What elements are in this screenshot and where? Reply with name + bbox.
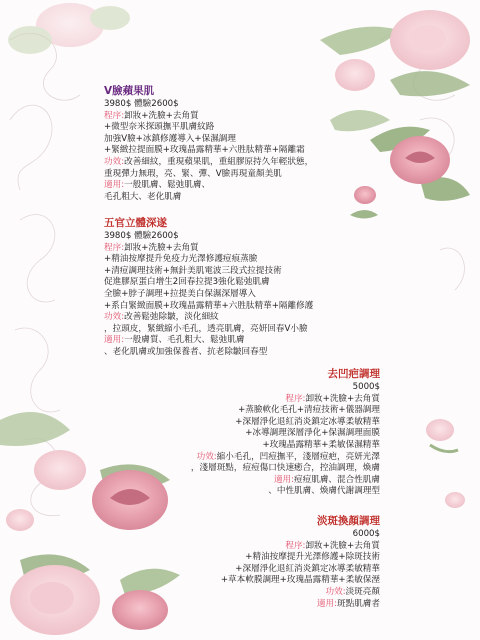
section-facial-contour [104,216,313,359]
process-line: 卸妝+洗臉+去角質 [124,110,199,121]
process-line: +系白緊緻面膜+玫瑰晶露精華+六胜肽精華+隔離修護 [104,300,314,311]
process-label: 程序: [285,540,306,551]
process-line: +緊緻拉提面膜+玫瑰晶露精華+六胜肽精華+隔離霜 [104,145,305,156]
effect-text: 改善鬆弛除皺，淡化細紋 [124,312,219,323]
suitable-label: 適用: [273,474,295,485]
effect-label: 功效: [104,312,125,323]
effect-text: 淡斑亮顏 [345,586,380,597]
section-price: 5000$ [352,382,380,392]
effect-label: 功效: [325,586,346,597]
suitable-text: 一般膚質、毛孔粗大、鬆弛肌膚 [124,335,245,346]
process-line: 卸妝+洗臉+去角質 [305,393,380,404]
section-spot-lightening [221,514,380,610]
process-line: 卸妝+洗臉+去角質 [305,540,380,551]
effect-text-cont: ，拉頭皮，緊緻縮小毛孔，透亮肌膚，亮妍回春V小臉 [104,323,308,334]
process-label: 程序: [104,242,125,253]
effect-text-cont: ，淺層斑點，痘痘傷口快速癒合，控油調理，煥膚 [190,463,380,474]
section-scar-treatment [191,367,380,498]
section-title: 五官立體深遂 [104,217,167,229]
effect-label: 功效: [196,451,217,462]
process-line: +蒸臉軟化毛孔+清痘技術+儀器調理 [238,405,380,416]
suitable-label: 適用: [104,335,125,346]
suitable-text-cont: 毛孔粗大、老化肌膚 [104,191,182,202]
process-line: 全臉+脖子調理+拉提美白保濕深層導入 [104,288,256,299]
process-line: 促進膠原蛋白增生2回春拉提3強化鬆弛肌膚 [104,277,270,288]
effect-text: 縮小毛孔，凹痘撫平，淺層痘疤，亮妍光澤 [216,451,380,462]
section-v-face [104,84,313,203]
process-line: +精油按摩提升免疫力光澤修護痘痕蒸臉 [104,254,258,265]
process-line: +微型奈米探頭撫平肌膚紋路 [104,122,215,133]
process-line: +清痘調理技術+無針美肌電波三段式拉提技術 [104,265,282,276]
suitable-label: 適用: [316,598,338,609]
section-price: 3980$ 體驗2600$ [104,99,179,109]
process-line: 卸妝+洗臉+去角質 [124,242,199,253]
effect-text: 改善細紋，重現蘋果肌，重組膠原持久年輕狀態， [124,156,314,167]
section-title: 去凹疤調理 [327,368,380,380]
process-line: +深層淨化退紅消炎鎮定冰導柔敏精華 [235,416,380,427]
suitable-label: 適用: [104,180,125,191]
suitable-text: 痘痘肌膚、混合性肌膚 [294,474,380,485]
process-line: +精油按摩提升光澤修護+除斑技術 [245,552,380,563]
process-label: 程序: [285,393,306,404]
process-line: +深層淨化退紅消炎鎮定冰導柔敏精華 [235,563,380,574]
process-line: 加強V臉+冰鎮修護導入+保濕調理 [104,133,236,144]
section-price: 3980$ 體驗2600$ [104,231,179,241]
process-line: +冰導調理深層淨化+保濕調理面膜 [245,428,380,439]
effect-label: 功效: [104,156,125,167]
suitable-text-cont: 、中性肌膚、煥膚代謝調理型 [268,486,380,497]
effect-text-cont: 重現彈力無瑕，亮、緊、彈、V臉再現童顏美肌 [104,168,282,179]
suitable-text-cont: 、老化肌膚或加強保養者、抗老除皺回春型 [104,346,268,357]
section-title: 淡斑換顏調理 [317,515,380,527]
suitable-text: 斑點肌膚者 [337,598,380,609]
process-label: 程序: [104,110,125,121]
section-price: 6000$ [352,529,380,539]
process-line: +草本軟膜調理+玫瑰晶露精華+柔敏保溼 [220,575,380,586]
suitable-text: 一般肌膚、鬆弛肌膚、 [124,180,211,191]
section-title: V臉蘋果肌 [104,85,155,97]
process-line: +玫瑰晶露精華+柔敏保濕精華 [262,439,380,450]
